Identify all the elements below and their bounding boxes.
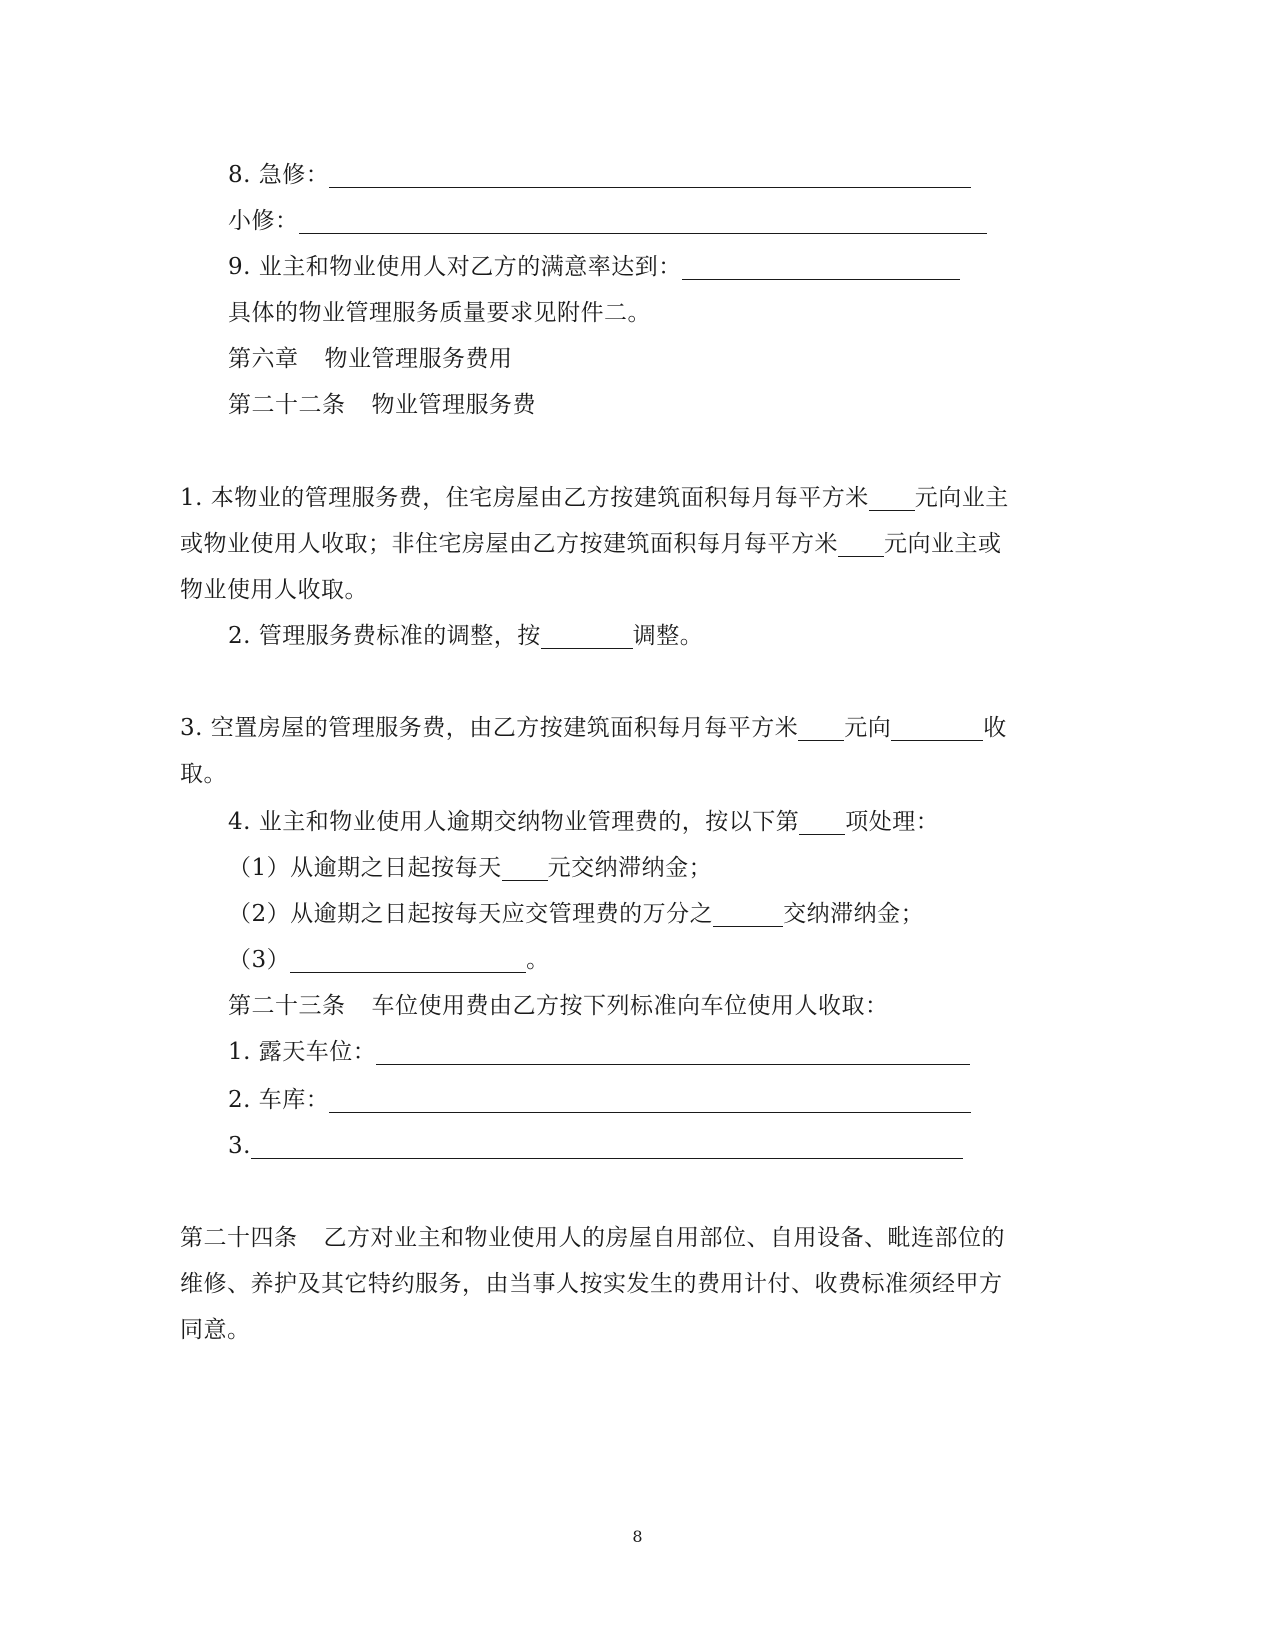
option-3: [228, 945, 550, 975]
text: 2. 车库：: [228, 1087, 330, 1113]
article-title: 物业管理服务费: [371, 392, 536, 418]
text: 小修：: [228, 208, 299, 234]
fill-blank: [541, 626, 633, 649]
fill-blank: [251, 1136, 963, 1159]
paragraph-line: 取。: [180, 761, 227, 787]
text: 交纳滞纳金；: [783, 901, 925, 927]
text: 。: [526, 947, 550, 973]
option-2: [228, 899, 924, 929]
fill-blank: [502, 858, 548, 881]
chapter-title: 物业管理服务费用: [324, 346, 513, 372]
text: 元向业主: [914, 485, 1009, 511]
fill-blank: [299, 211, 987, 234]
article-24-line: [180, 1223, 1005, 1253]
text: 8. 急修：: [228, 162, 330, 188]
text: （1）从逾期之日起按每天: [228, 855, 502, 881]
text: 元向业主或: [884, 531, 1002, 557]
text: 乙方对业主和物业使用人的房屋自用部位、自用设备、毗连部位的: [323, 1225, 1005, 1251]
item-3-line: [228, 1131, 963, 1161]
text: 元向: [844, 715, 892, 741]
paragraph-line: [228, 621, 703, 651]
text: 项处理：: [845, 809, 940, 835]
fill-blank: [682, 257, 960, 280]
text: 或物业使用人收取；非住宅房屋由乙方按建筑面积每月每平方米: [180, 531, 838, 557]
text: 收: [983, 715, 1007, 741]
fill-blank: [329, 165, 971, 188]
text: 调整。: [632, 623, 704, 649]
fill-blank: [891, 718, 983, 741]
paragraph-line: [228, 807, 939, 837]
page-number: 8: [632, 1527, 643, 1546]
article-22-heading: [228, 390, 536, 420]
line-minor-repair: [228, 206, 987, 236]
paragraph-line: [180, 529, 1002, 559]
garage-line: [228, 1085, 971, 1115]
paragraph-line: [180, 713, 1007, 743]
fill-blank: [798, 718, 844, 741]
fill-blank: [713, 904, 783, 927]
text: 1. 露天车位：: [228, 1039, 377, 1065]
fill-blank: [376, 1042, 970, 1065]
article-number: 第二十二条: [228, 392, 346, 418]
chapter-number: 第六章: [228, 346, 299, 372]
fill-blank: [329, 1090, 971, 1113]
article-number: 第二十四条: [180, 1225, 298, 1251]
line-quality-appendix: 具体的物业管理服务质量要求见附件二。: [228, 300, 651, 326]
paragraph-line: 同意。: [180, 1317, 251, 1343]
text: 9. 业主和物业使用人对乙方的满意率达到：: [228, 254, 682, 280]
paragraph-line: [180, 483, 1009, 513]
paragraph-line: 维修、养护及其它特约服务，由当事人按实发生的费用计付、收费标准须经甲方: [180, 1271, 1003, 1297]
text: 1. 本物业的管理服务费，住宅房屋由乙方按建筑面积每月每平方米: [180, 485, 869, 511]
text: 元交纳滞纳金；: [547, 855, 713, 881]
open-air-parking-line: [228, 1037, 970, 1067]
article-number: 第二十三条: [228, 993, 346, 1019]
line-emergency-repair: [228, 160, 971, 190]
paragraph-line: 物业使用人收取。: [180, 577, 368, 603]
fill-blank: [290, 950, 526, 973]
fill-blank: [869, 488, 915, 511]
text: （2）从逾期之日起按每天应交管理费的万分之: [228, 901, 714, 927]
article-23-heading: [228, 991, 889, 1021]
chapter-heading: [228, 344, 513, 374]
fill-blank: [799, 812, 845, 835]
text: 3.: [228, 1133, 251, 1159]
text: 2. 管理服务费标准的调整，按: [228, 623, 541, 649]
line-satisfaction-rate: [228, 252, 960, 282]
text: （3）: [228, 947, 291, 973]
option-1: [228, 853, 712, 883]
text: 4. 业主和物业使用人逾期交纳物业管理费的，按以下第: [228, 809, 800, 835]
text: 3. 空置房屋的管理服务费，由乙方按建筑面积每月每平方米: [180, 715, 799, 741]
article-text: 车位使用费由乙方按下列标准向车位使用人收取：: [371, 993, 889, 1019]
fill-blank: [838, 534, 884, 557]
